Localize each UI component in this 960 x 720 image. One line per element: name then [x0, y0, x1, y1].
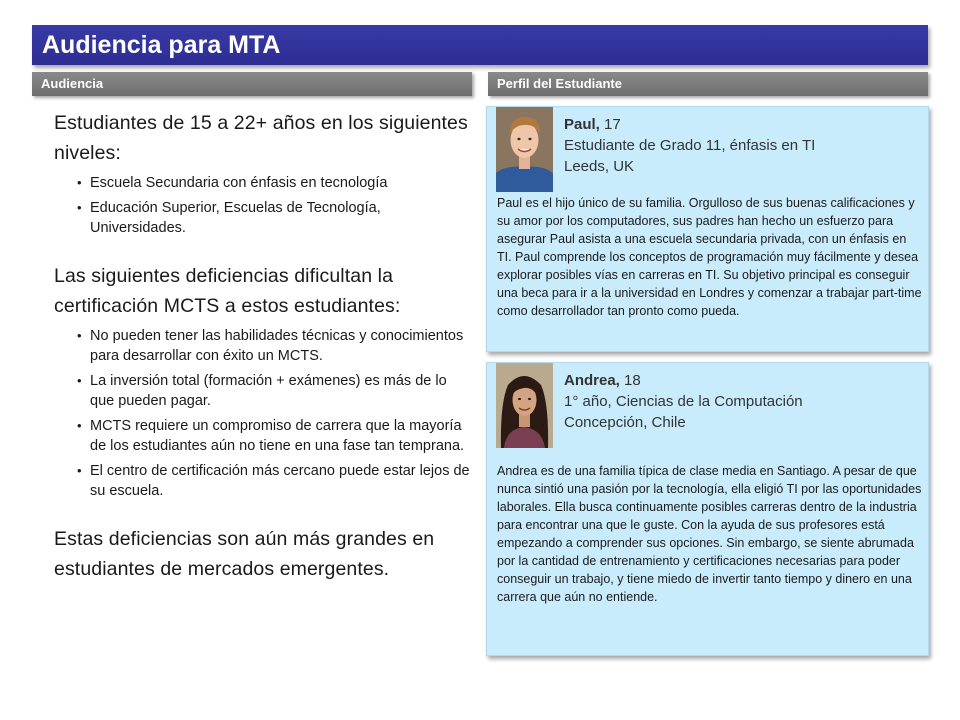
list-item: • MCTS requiere un compromiso de carrera que la mayoría de los estudiantes aún no tiene en una fase tan temprana. [90, 416, 470, 457]
audience-intro: Estudiantes de 15 a 22+ años en los siguientes niveles: [54, 112, 468, 164]
profile-location: Concepción, Chile [564, 414, 686, 431]
profile-name: Andrea, [564, 372, 620, 389]
deficiencies-intro: Las siguientes deficiencias dificultan la certificación MCTS a estos estudiantes: [54, 264, 401, 317]
deficiencies-list [54, 326, 470, 502]
section-header-audiencia: Audiencia [32, 72, 472, 96]
list-item: • Escuela Secundaria con énfasis en tecnología [90, 173, 470, 194]
profile-age: 17 [599, 116, 621, 133]
list-item: • No pueden tener las habilidades técnicas y conocimientos para desarrollar con éxito un MCTS. [90, 326, 470, 367]
avatar [496, 107, 553, 192]
profile-card-andrea [486, 362, 929, 656]
avatar [496, 363, 553, 448]
profile-age: 18 [619, 372, 641, 389]
section-header-perfil: Perfil del Estudiante [488, 72, 928, 96]
audience-closing: Estas deficiencias son aún más grandes en estudiantes de mercados emergentes. [54, 527, 435, 580]
profile-location: Leeds, UK [564, 158, 635, 175]
levels-list [54, 173, 470, 239]
list-item: • Educación Superior, Escuelas de Tecnología, Universidades. [90, 198, 470, 239]
profile-role: 1° año, Ciencias de la Computación [564, 393, 803, 410]
profile-heading [564, 370, 803, 433]
profile-bio: Paul es el hijo único de su familia. Orgulloso de sus buenas calificaciones y su amor por los computadores, sus padres han hecho un esfuerzo para asegurar Paul asista a una escuela secundaria privada, con un énfasis en TI. Paul comprende los conceptos de programación muy fácilmente y desea explorar posibles vías en carreras en TI. Su objetivo principal es conseguir una beca para ir a la universidad en Londres y comenzar a trabajar part-time como desarrollador tan pronto como pueda. [497, 196, 922, 318]
list-item: • La inversión total (formación + exámenes) es más de lo que pueden pagar. [90, 371, 470, 412]
page-title: Audiencia para MTA [32, 25, 928, 65]
list-item: • El centro de certificación más cercano puede estar lejos de su escuela. [90, 461, 470, 502]
profile-heading [564, 114, 815, 177]
profile-role: Estudiante de Grado 11, énfasis en TI [564, 137, 816, 154]
audience-column [54, 108, 470, 584]
profile-card-paul [486, 106, 929, 352]
profile-bio: Andrea es de una familia típica de clase media en Santiago. A pesar de que nunca sintió una pasión por la tecnología, ella eligió TI por las oportunidades laborales. Ella busca continuamente posibles carreras dentro de la industria para encontrar una que le guste. Con la ayuda de sus profesores está empezando a comprender sus opciones. Sin embargo, se siente abrumada por la cantidad de entrenamiento y certificaciones necesarias para poder conseguir un trabajo, y tiene miedo de invertir tanto tiempo y dinero en una carrera que aún no entiende. [497, 464, 922, 604]
profile-name: Paul, [564, 116, 600, 133]
